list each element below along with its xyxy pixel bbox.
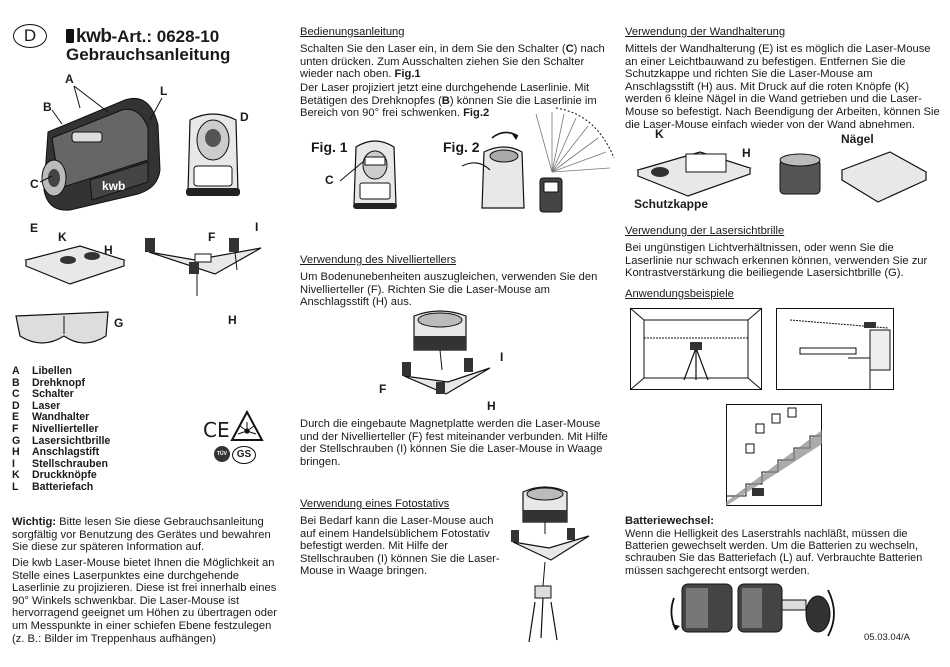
legend-text: Batteriefach [32,480,94,493]
battery-heading: Batteriewechsel: [625,515,714,527]
label-b: B [43,100,52,114]
fig2-label: Fig. 2 [443,139,480,155]
parts-legend [12,366,110,494]
wall-label-h: H [742,146,751,160]
ce-mark: CE [203,418,230,442]
operation-paragraph-1 [300,43,610,81]
operation-heading: Bedienungsanleitung [300,26,405,38]
legend-text: Druckknöpfe [32,469,97,482]
warning-text: Bitte lesen Sie diese Gebrauchsanleitung sorgfältig vor Benutzung des Gerätes und bewahren Sie diese zur späteren Information auf. [12,516,271,554]
legend-text: Lasersichtbrille [32,434,111,447]
example-kitchen-illustration [776,308,894,390]
legend-key: L [12,480,19,493]
legend-text: Wandhalter [32,411,90,424]
gs-mark: GS [232,446,256,464]
label-h: H [104,243,113,257]
label-a: A [65,72,74,86]
document-code: 05.03.04/A [864,632,910,643]
warning-paragraph [12,516,277,554]
legend-item [12,424,110,436]
legend-text: Anschlagstift [32,446,100,459]
wall-holder-illustration [20,236,130,286]
glasses-paragraph: Bei ungünstigen Lichtverhältnissen, oder wenn Sie die Laserlinie nur schwach erkennen können, verwenden Sie zur Kontrastverstärkung die beiliegende Lasersichtbrille (G). [625,242,928,280]
legend-item [12,482,110,494]
legend-item [12,366,110,378]
label-l: L [160,84,168,98]
svg-text:kwb: kwb [102,179,126,193]
tuv-mark: TÜV [214,446,230,462]
label-d: D [240,110,249,124]
op-p1-figref: Fig.1 [394,68,421,81]
tuv-gs-badge [214,446,256,464]
label-i: I [255,220,259,234]
doc-title: Gebrauchsanleitung [66,45,231,64]
legend-item [12,447,110,459]
legend-key: A [12,365,20,377]
fig1-label: Fig. 1 [311,139,348,155]
warning-label: Wichtig: [12,516,57,528]
wall-label-cap: Schutzkappe [634,197,709,211]
tripod-assembly-illustration [505,482,600,652]
fig1-illustration [350,137,400,212]
op-p1-text-a: Schalten Sie den Laser ein, in dem Sie den Schalter ( [300,43,566,55]
legend-key: C [12,388,20,401]
plate-label-f: F [379,382,387,396]
label-c: C [30,177,39,191]
legend-text: Drehknopf [32,376,85,389]
plate-paragraph-1: Um Bodenunebenheiten auszugleichen, verwenden Sie den Nivellierteller (F). Richten Sie die Laser-Mouse am Anschlagsstift (H) aus. [300,271,598,309]
leveling-plate-illustration [145,230,265,300]
legend-text: Nivellierteller [32,422,99,435]
legend-key: D [12,399,20,412]
wall-label-nails: Nägel [841,132,874,146]
glasses-heading: Verwendung der Lasersichtbrille [625,225,785,237]
example-room-illustration [630,308,762,390]
legend-key: F [12,422,19,435]
label-g: G [114,316,124,330]
legend-text: Schalter [32,388,74,401]
op-p1-text-b: ) nach unten drücken. Zum Ausschalten ziehen Sie den Schalter wieder nach oben. [300,43,605,81]
op-p2-text-b: ) können Sie die Laserlinie im Bereich von 90° frei schwenken. [300,94,597,120]
wall-heading: Verwendung der Wandhalterung [625,26,786,38]
laser-glasses-illustration [12,306,112,351]
laser-front-view [182,110,244,200]
example-staircase-illustration [726,404,822,506]
label-h2: H [228,313,237,327]
legend-text: Stellschrauben [32,457,108,470]
laser-warning-icon [230,410,264,442]
brand-name: kwb [76,26,112,47]
legend-key: G [12,434,21,447]
label-k: K [58,230,67,244]
op-p2-figref: Fig.2 [463,107,490,120]
tripod-heading: Verwendung eines Fotostativs [300,498,450,510]
plate-heading: Verwendung des Nivelliertellers [300,254,457,266]
tripod-paragraph: Bei Bedarf kann die Laser-Mouse auch auf einem Handelsüblichem Fotostativ befestigt werden. Mit Hilfe der Stellschrauben (I) können Sie die Laser-Mouse in Waage bringen. [300,515,500,578]
legend-key: K [12,469,20,482]
plate-label-i: I [500,350,504,364]
battery-change-illustration [668,574,838,642]
country-badge: D [13,24,47,48]
intro-paragraph: Die kwb Laser-Mouse bietet Ihnen die Möglichkeit an Stelle eines Laserpunktes eine durchgehende Laserlinie zu projizieren. Diese ist frei innerhalb eines 90° Winkels schwenkbar. Die Laser-Mouse ist hervorragend geeignet um Höhen zu übertragen oder um Messpunkte in einer schiefen Ebene festzulegen (z. B.: Bilder im Treppenhaus aufhängen) [12,557,277,645]
legend-text: Libellen [32,365,73,377]
wall-paragraph: Mittels der Wandhalterung (E) ist es möglich die Laser-Mouse an einer Leichtbauwand zu befestigen. Entfernen Sie die Schutzkappe und richten Sie die Laser-Mouse am Anschlagsstift (H) aus. Mit Druck auf die roten Knöpfe (K) werden 6 kleine Nägel in die Wand getrieben und die Laser-Mouse so befestigt. Nach Beendigung der Arbeiten, können Sie die Laser-Mouse einfach wieder von der Wand abnehmen. [625,43,940,131]
legend-key: E [12,411,20,424]
legend-key: H [12,446,20,459]
article-number: -Art.: 0628-10 [111,27,220,46]
legend-item [12,389,110,401]
plate-paragraph-2: Durch die eingebaute Magnetplatte werden die Laser-Mouse und der Nivellierteller (F) fest miteinander verbunden. Mit Hilfe der Stellschrauben (I) können Sie die Laser-Mouse in Waage bringen. [300,418,608,468]
fig2-illustration [456,108,616,218]
label-e: E [30,221,39,235]
op-p2-text-a: Der Laser projiziert jetzt eine durchgehende Laserlinie. Mit Betätigen des Drehknopfes ( [300,82,590,107]
legend-text: Laser [32,399,61,412]
legend-key: B [12,376,20,389]
op-p1-key: C [565,43,574,55]
label-f: F [208,230,216,244]
examples-heading: Anwendungsbeispiele [625,288,734,300]
fig1-label-c: C [325,173,334,187]
plate-label-h: H [487,399,496,413]
wall-label-k: K [655,127,664,141]
op-p2-key: B [441,94,450,107]
legend-key: I [12,457,15,470]
battery-paragraph: Wenn die Helligkeit des Laserstrahls nachläßt, müssen die Batterien gewechselt werden. Um die Batterien zu wechseln, schrauben Sie das Batteriefach (L) auf. Verbrauchte Batterien müssen sachgerecht entsorgt werden. [625,528,923,577]
